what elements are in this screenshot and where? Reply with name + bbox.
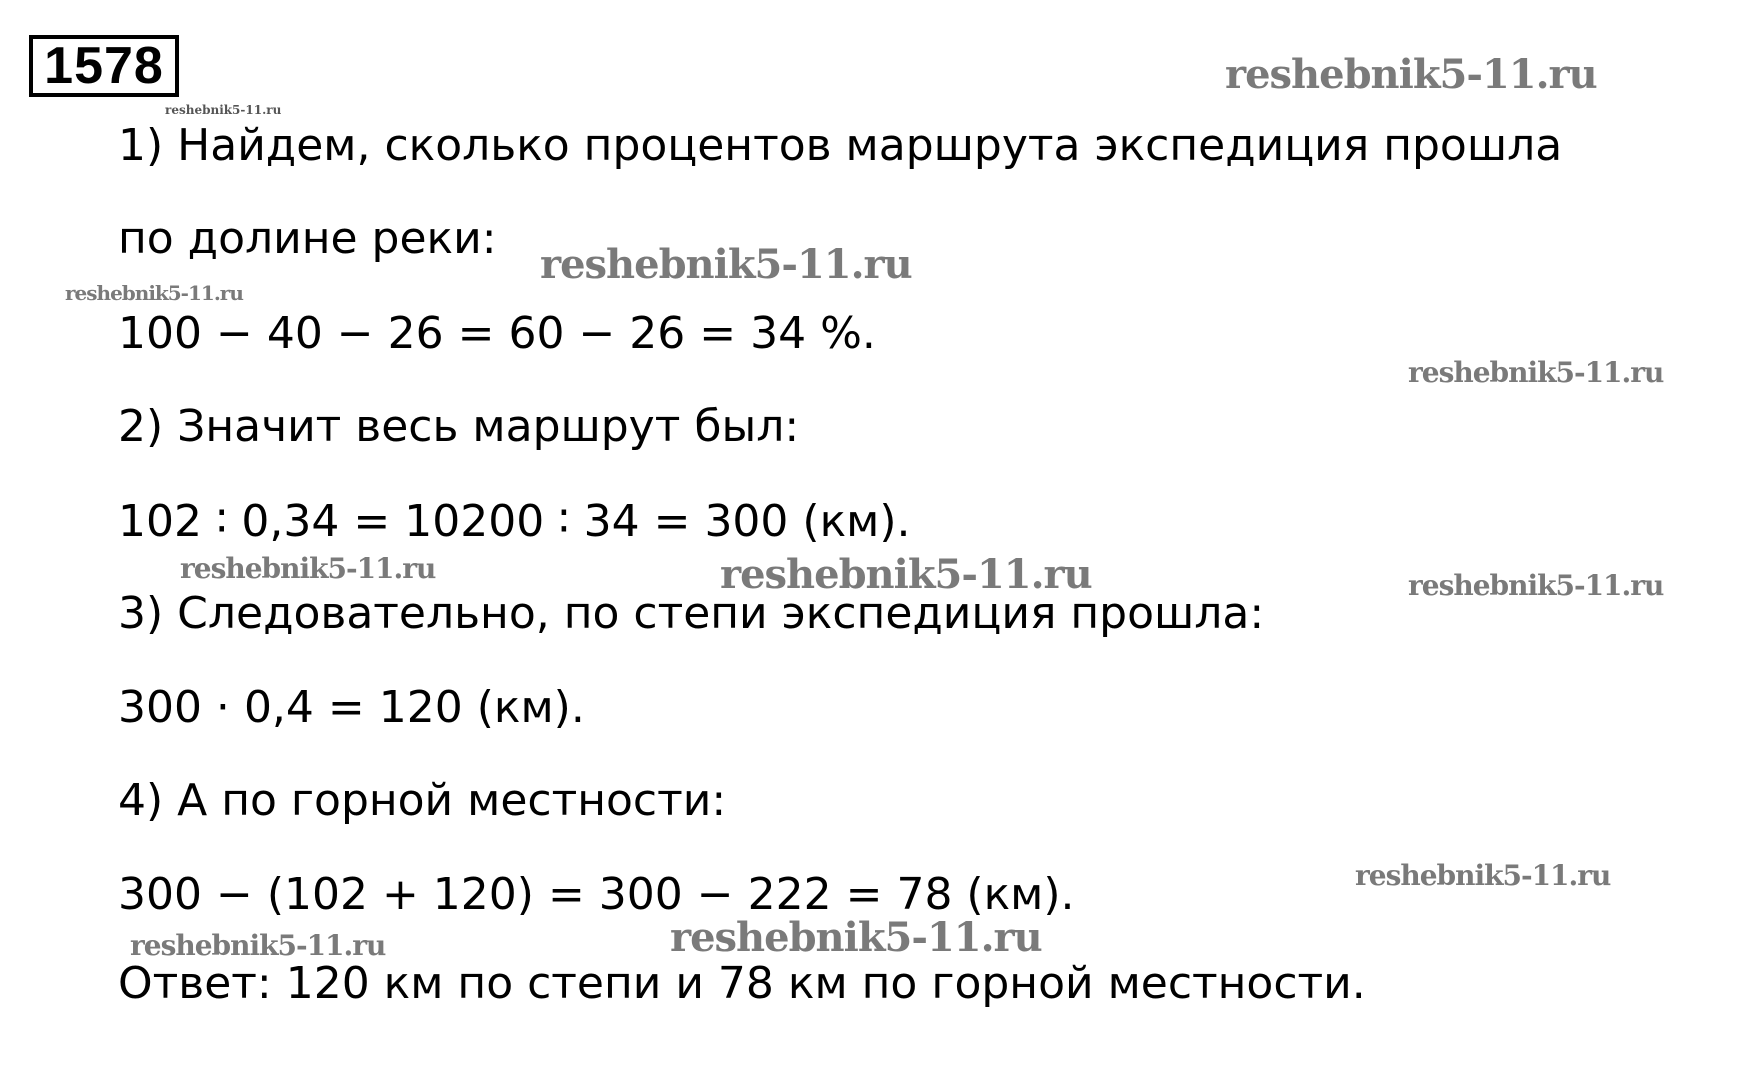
solution-line-6: 3) Следовательно, по степи экспедиция прошла:	[118, 588, 1265, 639]
watermark: reshebnik5-11.ru	[65, 281, 243, 305]
watermark: reshebnik5-11.ru	[180, 552, 436, 585]
watermark: reshebnik5-11.ru	[540, 241, 912, 288]
watermark: reshebnik5-11.ru	[1408, 356, 1664, 389]
watermark: reshebnik5-11.ru	[670, 914, 1042, 961]
solution-line-7: 300 ⋅ 0,4 = 120 (км).	[118, 682, 585, 733]
solution-line-2: по долине реки:	[118, 213, 497, 264]
solution-line-9: 300 − (102 + 120) = 300 − 222 = 78 (км).	[118, 869, 1075, 920]
watermark: reshebnik5-11.ru	[1355, 859, 1611, 892]
problem-number-box: 1578	[29, 35, 179, 97]
watermark: reshebnik5-11.ru	[1408, 569, 1664, 602]
answer-line: Ответ: 120 км по степи и 78 км по горной местности.	[118, 958, 1366, 1009]
solution-line-4: 2) Значит весь маршрут был:	[118, 401, 800, 452]
solution-line-8: 4) А по горной местности:	[118, 775, 727, 826]
watermark: reshebnik5-11.ru	[1225, 51, 1597, 98]
watermark: reshebnik5-11.ru	[165, 103, 282, 117]
solution-line-1: 1) Найдем, сколько процентов маршрута экспедиция прошла	[118, 120, 1563, 171]
watermark: reshebnik5-11.ru	[130, 929, 386, 962]
watermark: reshebnik5-11.ru	[720, 551, 1092, 598]
solution-line-3: 100 − 40 − 26 = 60 − 26 = 34 %.	[118, 308, 876, 359]
solution-line-5: 102 ∶ 0,34 = 10200 ∶ 34 = 300 (км).	[118, 496, 911, 547]
